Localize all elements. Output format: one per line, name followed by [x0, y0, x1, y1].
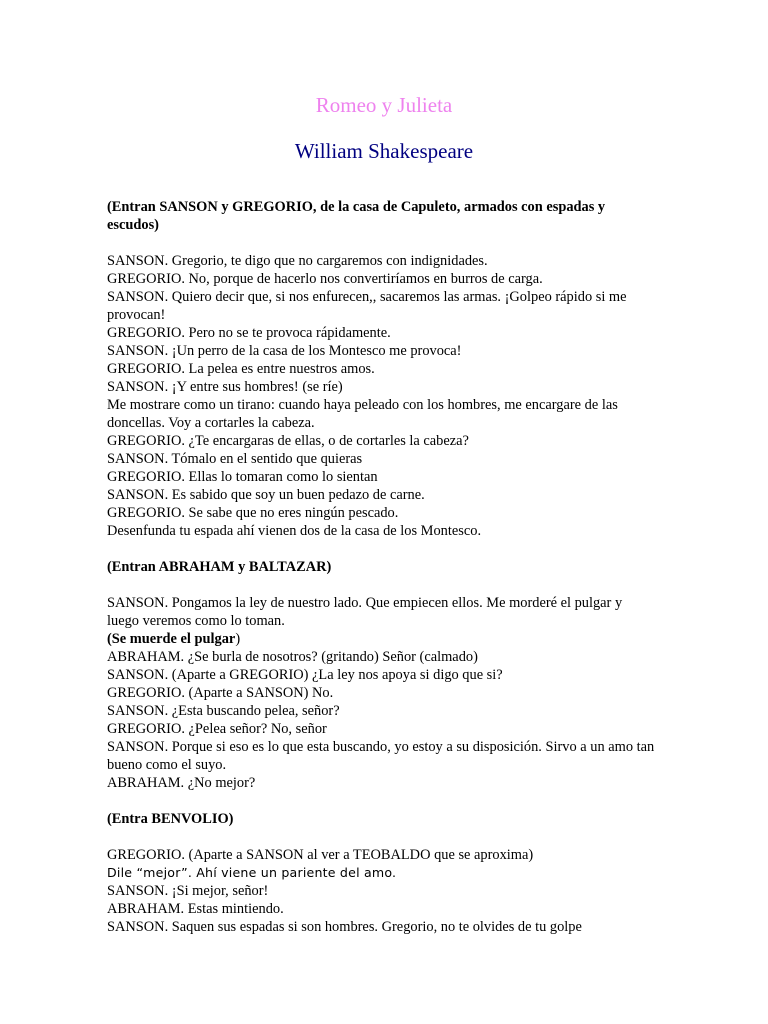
dialogue-line: SANSON. Porque si eso es lo que esta buscando, yo estoy a su disposición. Sirvo a un amo tan bueno como el suyo.	[107, 739, 655, 773]
dialogue-line: Dile “mejor”. Ahí viene un pariente del amo.	[107, 865, 397, 880]
stage-direction: (Entran ABRAHAM y BALTAZAR)	[107, 559, 332, 575]
dialogue-line: GREGORIO. Pero no se te provoca rápidamente.	[107, 325, 391, 341]
dialogue-line: GREGORIO. (Aparte a SANSON) No.	[107, 685, 334, 701]
dialogue-line: SANSON. Gregorio, te digo que no cargaremos con indignidades.	[107, 253, 488, 269]
dialogue-line: SANSON. Saquen sus espadas si son hombres. Gregorio, no te olvides de tu golpe	[107, 919, 582, 935]
play-text	[107, 198, 655, 936]
dialogue-line: GREGORIO. No, porque de hacerlo nos convertiríamos en burros de carga.	[107, 271, 543, 287]
dialogue-line: Desenfunda tu espada ahí vienen dos de la casa de los Montesco.	[107, 523, 482, 539]
dialogue-line: GREGORIO. (Aparte a SANSON al ver a TEOBALDO que se aproxima)	[107, 847, 534, 863]
stage-direction-inline	[107, 630, 655, 648]
dialogue-line: GREGORIO. Ellas lo tomaran como lo sientan	[107, 469, 378, 485]
dialogue-line: SANSON. Es sabido que soy un buen pedazo de carne.	[107, 487, 425, 503]
dialogue-line: ABRAHAM. ¿No mejor?	[107, 775, 256, 791]
dialogue-line: SANSON. ¡Y entre sus hombres! (se ríe)	[107, 379, 343, 395]
dialogue-line: SANSON. ¡Un perro de la casa de los Montesco me provoca!	[107, 343, 462, 359]
dialogue-line: GREGORIO. ¿Te encargaras de ellas, o de cortarles la cabeza?	[107, 433, 469, 449]
dialogue-line: SANSON. ¡Si mejor, señor!	[107, 883, 269, 899]
dialogue-line: GREGORIO. La pelea es entre nuestros amos.	[107, 361, 375, 377]
dialogue-line: ABRAHAM. ¿Se burla de nosotros? (gritando) Señor (calmado)	[107, 649, 478, 665]
dialogue-line: SANSON. Pongamos la ley de nuestro lado. Que empiecen ellos. Me morderé el pulgar y luego veremos como lo toman.	[107, 595, 623, 629]
document-author: William Shakespeare	[294, 139, 474, 163]
stage-direction: (Entran SANSON y GREGORIO, de la casa de Capuleto, armados con espadas y escudos)	[107, 199, 606, 233]
stage-direction: (Entra BENVOLIO)	[107, 811, 234, 827]
dialogue-line: SANSON. Tómalo en el sentido que quieras	[107, 451, 363, 467]
dialogue-line: SANSON. Quiero decir que, si nos enfurecen,, sacaremos las armas. ¡Golpeo rápido si me provocan!	[107, 289, 627, 323]
dialogue-line: GREGORIO. ¿Pelea señor? No, señor	[107, 721, 327, 737]
stage-direction: (Se muerde el pulgar	[107, 631, 236, 647]
dialogue-line: SANSON. (Aparte a GREGORIO) ¿La ley nos apoya si digo que si?	[107, 667, 503, 683]
dialogue-line: ABRAHAM. Estas mintiendo.	[107, 901, 284, 917]
stage-direction-close: )	[235, 631, 241, 647]
dialogue-line: Me mostrare como un tirano: cuando haya peleado con los hombres, me encargare de las doncellas. Voy a cortarles la cabeza.	[107, 397, 618, 431]
dialogue-line: GREGORIO. Se sabe que no eres ningún pescado.	[107, 505, 399, 521]
dialogue-line: SANSON. ¿Esta buscando pelea, señor?	[107, 703, 340, 719]
document-title: Romeo y Julieta	[315, 93, 453, 117]
